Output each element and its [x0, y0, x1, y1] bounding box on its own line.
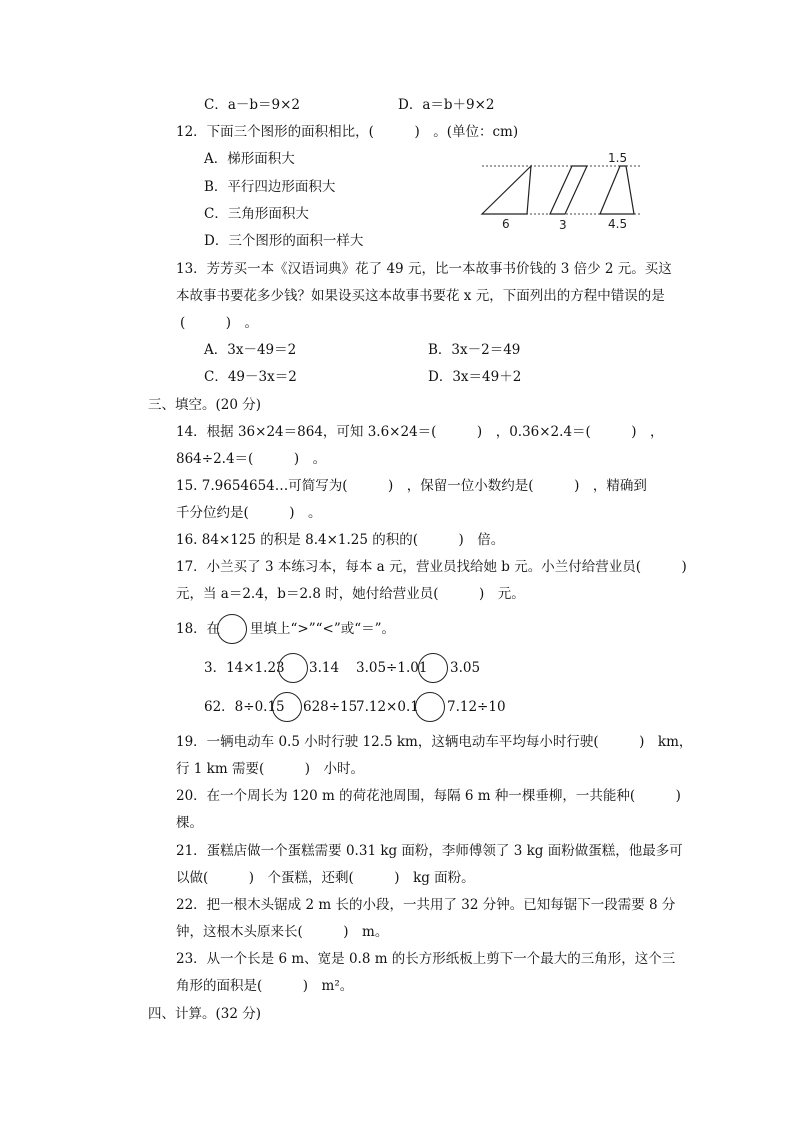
q18-item-3-right: 628÷15 [303, 699, 358, 715]
q18-item-4-left: 7.12×0.1 [356, 699, 419, 715]
q12-option-c: C．三角形面积大 [204, 206, 309, 222]
q18-answer-circle-4[interactable] [415, 692, 445, 722]
q13-option-a: A．3x－49＝2 [204, 342, 297, 358]
q23-line-2: 角形的面积是( ) m²。 [176, 978, 354, 994]
section-4-title: 四、计算。(32 分) [148, 1006, 262, 1022]
q18-item-1-left: 3．14×1.23 [204, 660, 285, 676]
q17-line-1: 17．小兰买了 3 本练习本，每本 a 元，营业员找给她 b 元。小兰付给营业员( ) [176, 559, 687, 575]
q13-option-c: C．49－3x＝2 [204, 369, 297, 385]
q17-line-2: 元，当 a＝2.4，b＝2.8 时，她付给营业员( ) 元。 [176, 586, 525, 602]
q13-line-1: 13．芳芳买一本《汉语词典》花了 49 元，比一本故事书价钱的 3 倍少 2 元。买这 [176, 261, 672, 277]
q18-item-2-left: 3.05÷1.01 [356, 660, 428, 676]
q15-line-1: 15. 7.9654654…可简写为( ) ，保留一位小数约是( ) ，精确到 [176, 478, 647, 494]
q11-option-c: C．a－b＝9×2 [204, 97, 301, 113]
label-height: 1.5 [608, 151, 628, 165]
q14-line-2: 864÷2.4＝( ) 。 [176, 451, 327, 467]
q18-item-3-left: 62．8÷0.15 [204, 699, 285, 715]
q19-line-1: 19．一辆电动车 0.5 小时行驶 12.5 km，这辆电动车平均每小时行驶( ) km， [176, 734, 693, 750]
q18-example-circle [217, 614, 247, 644]
figure-trapezoid [600, 166, 634, 214]
q23-line-1: 23．从一个长是 6 m、宽是 0.8 m 的长方形纸板上剪下一个最大的三角形，这个三 [176, 951, 676, 967]
q18-answer-circle-2[interactable] [418, 653, 448, 683]
q13-line-2: 本故事书要花多少钱？如果设买这本故事书要花 x 元，下面列出的方程中错误的是 [176, 288, 665, 304]
q18-item-2-right: 3.05 [450, 660, 481, 676]
figure-triangle [482, 166, 531, 214]
q13-option-b: B．3x－2＝49 [428, 342, 521, 358]
q18-answer-circle-3[interactable] [272, 692, 302, 722]
q18-item-4-right: 7.12÷10 [447, 699, 506, 715]
q18-stem-before: 18．在 [176, 621, 221, 637]
q12-stem: 12．下面三个图形的面积相比，( ) 。(单位：cm) [176, 124, 519, 140]
q22-line-2: 钟，这根木头原来长( ) m。 [176, 924, 389, 940]
label-trapezoid-base: 4.5 [608, 217, 628, 231]
q19-line-2: 行 1 km 需要( ) 小时。 [176, 761, 364, 777]
q13-line-3: ( ) 。 [180, 315, 259, 331]
q12-shapes-figure [476, 150, 646, 232]
q11-option-d: D．a＝b＋9×2 [398, 97, 495, 113]
q14-line-1: 14．根据 36×24＝864，可知 3.6×24＝( ) ，0.36×2.4＝( ) ， [176, 424, 664, 440]
q13-option-d: D．3x＝49＋2 [428, 369, 522, 385]
q15-line-2: 千分位约是( ) 。 [176, 505, 322, 521]
q20-line-1: 20．在一个周长为 120 m 的荷花池周围，每隔 6 m 种一棵垂柳，一共能种( ) [176, 788, 681, 804]
q21-line-1: 21．蛋糕店做一个蛋糕需要 0.31 kg 面粉，李师傅领了 3 kg 面粉做蛋糕，他最多可 [176, 843, 683, 859]
q22-line-1: 22．把一根木头锯成 2 m 长的小段，一共用了 32 分钟。已知每锯下一段需要 8 分 [176, 897, 676, 913]
q18-item-1-right: 3.14 [309, 660, 340, 676]
q12-option-a: A．梯形面积大 [204, 151, 295, 167]
q12-option-d: D．三个图形的面积一样大 [204, 233, 364, 249]
q16-line-1: 16. 84×125 的积是 8.4×1.25 的积的( ) 倍。 [176, 532, 505, 548]
q18-stem-after: 里填上“>”“<”或“＝”。 [250, 621, 396, 637]
label-triangle-base: 6 [502, 217, 510, 231]
section-3-title: 三、填空。(20 分) [148, 397, 262, 413]
q21-line-2: 以做( ) 个蛋糕，还剩( ) kg 面粉。 [176, 870, 475, 886]
label-parallelogram-base: 3 [559, 218, 567, 232]
figure-parallelogram [550, 166, 587, 214]
q18-answer-circle-1[interactable] [278, 653, 308, 683]
q20-line-2: 棵。 [176, 815, 203, 831]
q12-option-b: B．平行四边形面积大 [204, 179, 336, 195]
